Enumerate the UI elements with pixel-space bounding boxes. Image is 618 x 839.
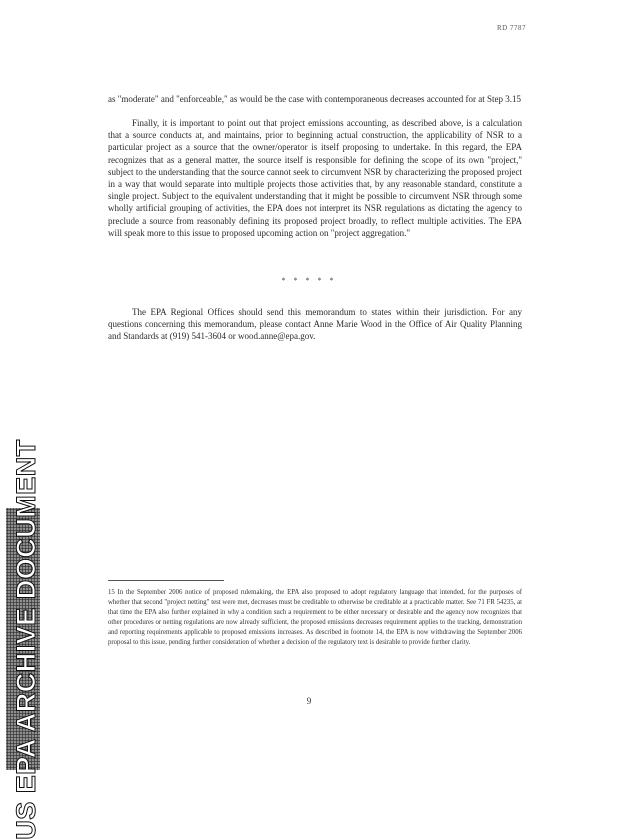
- archive-stamp: [10, 438, 41, 839]
- page-identifier: RD 7787: [497, 24, 526, 32]
- section-separator: * * * * *: [281, 276, 337, 285]
- paragraph-project-emissions-accounting: Finally, it is important to point out that project emissions accounting, as described above, is a calculation that a source conducts at, and maintains, prior to beginning actual construction, the applicability of NSR to a particular project as a source that the owner/operator is itself proposing to undertake. In this regard, the EPA recognizes that as a general matter, the source itself is responsible for defining the scope of its own "project," subject to the understanding that the source cannot seek to circumvent NSR by characterizing the proposed project in a way that would separate into multiple projects those activities that, by any reasonable standard, constitute a single project. Subject to the equivalent understanding that it might be possible to circumvent NSR through some wholly artificial grouping of activities, the EPA does not interpret its NSR regulations as dictating the agency to preclude a source from reasonably defining its proposed project broadly, to reflect multiple activities. The EPA will speak more to this issue to proposed upcoming action on "project aggregation.": [108, 118, 522, 238]
- archive-stamp-text: US EPA ARCHIVE DOCUMENT: [10, 438, 41, 839]
- footnote-divider: [108, 580, 224, 581]
- page-number: 9: [306, 696, 312, 706]
- paragraph-contact-info: The EPA Regional Offices should send this memorandum to states within their jurisdiction. For any questions concerning this memorandum, please contact Anne Marie Wood in the Office of Air Quality Planning and Standards at (919) 541-3604 or wood.anne@epa.gov.: [108, 307, 522, 342]
- paragraph-continuation: as "moderate" and "enforceable," as would be the case with contemporaneous decreases accounted for at Step 3.15: [108, 94, 522, 104]
- footnote: 15 In the September 2006 notice of proposed rulemaking, the EPA also proposed to adopt regulatory language that intended, for the purposes of whether that second "project netting" test were met, decreases must be creditable to otherwise be creditable at a practicable matter. See 71 FR 54235, at that time the EPA also further explained in why a condition such a requirement to be either necessary or desirable and the agency now recognizes that other procedures or netting regulations are now already sufficient, the proposed emissions decreases requirement applies to the tracking, demonstration and reporting requirements applicable to proposed emissions increases. As described in footnote 14, the EPA is now withdrawing the September 2006 proposal to this issue, pending further consideration of whether a decision of the regulatory text is desirable to provide further clarity.: [108, 589, 522, 646]
